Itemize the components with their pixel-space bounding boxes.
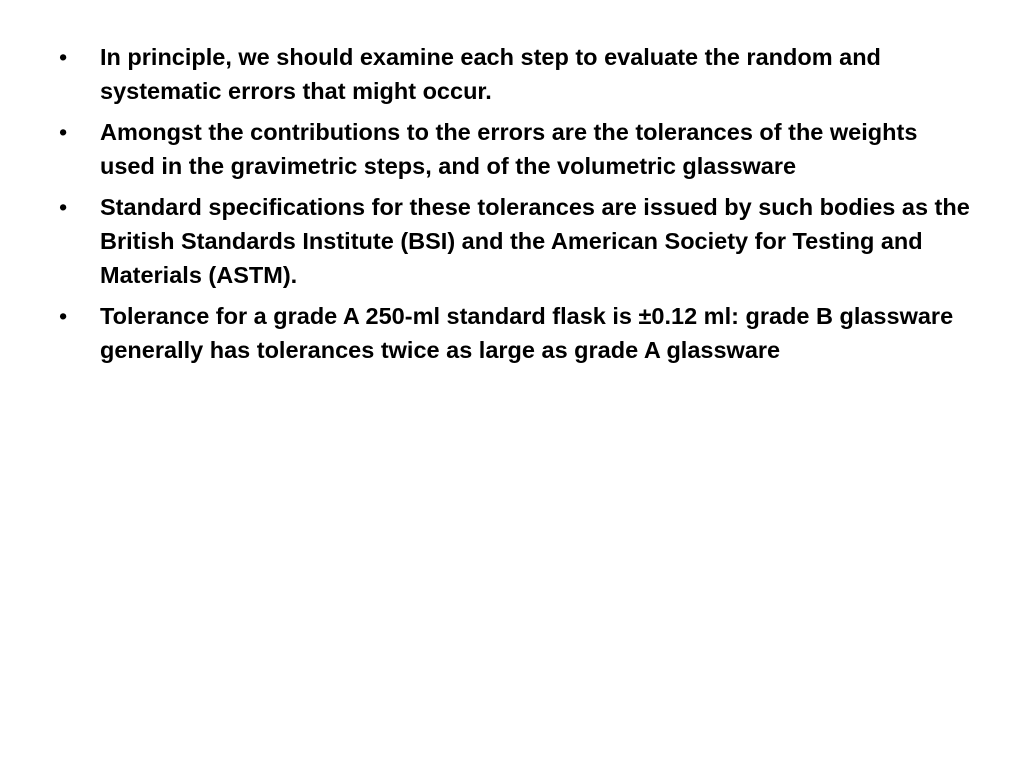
bullet-list [56, 40, 976, 374]
bullet-item-standard-specifications [56, 190, 976, 292]
bullet-item-flask-tolerance [56, 299, 976, 367]
bullet-text: Amongst the contributions to the errors are the tolerances of the weights used in the gravimetric steps, and of the volumetric glassware [100, 119, 918, 179]
bullet-text: Standard specifications for these tolerances are issued by such bodies as the British Standards Institute (BSI) and the American Society for Testing and Materials (ASTM). [100, 194, 970, 288]
bullet-icon: • [59, 119, 68, 145]
bullet-text: In principle, we should examine each step to evaluate the random and systematic errors that might occur. [100, 44, 881, 104]
bullet-item-tolerances-contributions [56, 115, 976, 183]
bullet-icon: • [59, 194, 68, 220]
bullet-icon: • [59, 44, 68, 70]
bullet-item-random-systematic-errors [56, 40, 976, 108]
bullet-text: Tolerance for a grade A 250-ml standard flask is ±0.12 ml: grade B glassware generally has tolerances twice as large as grade A glassware [100, 303, 954, 363]
bullet-icon: • [59, 303, 68, 329]
